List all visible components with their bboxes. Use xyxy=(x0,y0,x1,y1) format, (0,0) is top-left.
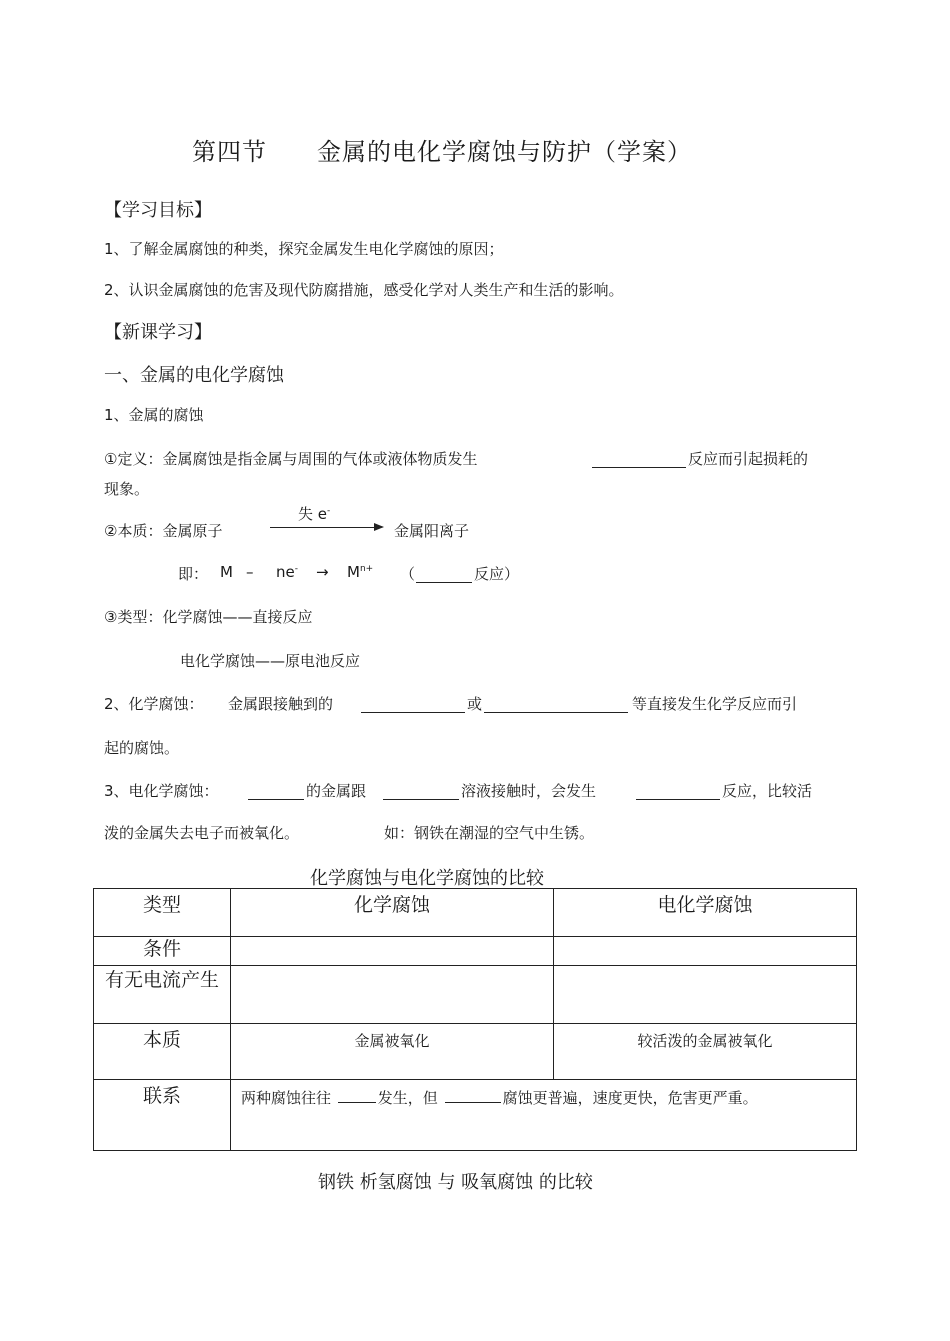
cell-relation xyxy=(231,1080,857,1151)
electro-blank-2 xyxy=(383,783,459,800)
table-row xyxy=(94,937,857,966)
cell-essence-electro: 较活泼的金属被氧化 xyxy=(554,1024,857,1080)
relation-blank-1 xyxy=(338,1086,376,1103)
cell-essence-chemical: 金属被氧化 xyxy=(231,1024,554,1080)
chemical-corrosion-prefix: 2、化学腐蚀： xyxy=(104,695,204,713)
table-row xyxy=(94,1024,857,1080)
electro-blank-1 xyxy=(248,783,304,800)
row-label-current: 有无电流产生 xyxy=(94,966,231,1024)
table-header-type: 类型 xyxy=(94,889,231,937)
electro-blank-3 xyxy=(636,783,720,800)
type-line-1: ③类型：化学腐蚀——直接反应 xyxy=(104,608,313,626)
new-lesson-heading: 【新课学习】 xyxy=(104,322,212,343)
essence-suffix: 金属阳离子 xyxy=(394,522,470,540)
table-row xyxy=(94,889,857,937)
chemical-blank-1 xyxy=(361,696,465,713)
equation-prefix: 即： xyxy=(178,565,209,583)
equation-blank xyxy=(416,566,472,583)
relation-part-3: 腐蚀更普遍，速度更快，危害更严重。 xyxy=(502,1089,758,1107)
cell-condition-chemical xyxy=(231,937,554,966)
table-title: 化学腐蚀与电化学腐蚀的比较 xyxy=(310,868,544,889)
chemical-blank-2 xyxy=(484,696,628,713)
definition-suffix: 反应而引起损耗的 xyxy=(688,450,809,468)
electro-corrosion-mid1: 的金属跟 xyxy=(306,782,367,800)
row-label-relation: 联系 xyxy=(94,1080,231,1151)
bottom-title: 钢铁 析氢腐蚀 与 吸氧腐蚀 的比较 xyxy=(318,1172,593,1193)
electro-corrosion-prefix: 3、电化学腐蚀： xyxy=(104,782,219,800)
cell-condition-electro xyxy=(554,937,857,966)
relation-part-1: 两种腐蚀往往 xyxy=(241,1089,332,1107)
equation-mn-sup: n+ xyxy=(359,564,374,574)
row-label-essence: 本质 xyxy=(94,1024,231,1080)
arrow-label xyxy=(298,503,330,524)
equation-ne-text: ne xyxy=(276,563,295,581)
table-header-chemical: 化学腐蚀 xyxy=(231,889,554,937)
comparison-table xyxy=(93,888,857,1151)
definition-prefix: ①定义：金属腐蚀是指金属与周围的气体或液体物质发生 xyxy=(104,450,478,468)
section1-heading: 一、金属的电化学腐蚀 xyxy=(104,365,284,386)
equation-paren-open: （ xyxy=(400,565,416,583)
relation-blank-2 xyxy=(445,1086,501,1103)
relation-part-2: 发生，但 xyxy=(377,1089,438,1107)
objectives-heading: 【学习目标】 xyxy=(104,200,212,221)
electro-corrosion-suffix: 反应，比较活 xyxy=(722,782,813,800)
chemical-or: 或 xyxy=(467,695,483,713)
table-row xyxy=(94,966,857,1024)
chemical-corrosion-line2: 起的腐蚀。 xyxy=(104,739,180,757)
definition-line2: 现象。 xyxy=(104,480,150,498)
equation-paren-close: 反应） xyxy=(474,565,520,583)
equation-ne-sup: - xyxy=(294,564,298,574)
equation-m: M xyxy=(220,563,233,581)
chemical-corrosion-suffix: 等直接发生化学反应而引 xyxy=(632,695,798,713)
table-header-electrochemical: 电化学腐蚀 xyxy=(554,889,857,937)
electro-corrosion-mid2: 溶液接触时，会发生 xyxy=(461,782,597,800)
subheading-metal-corrosion: 1、金属的腐蚀 xyxy=(104,406,204,424)
equation-mn xyxy=(347,563,373,581)
chemical-corrosion-mid: 金属跟接触到的 xyxy=(228,695,334,713)
arrow-label-text: 失 e xyxy=(298,505,327,523)
table-row xyxy=(94,1080,857,1151)
reaction-arrow-line xyxy=(270,527,376,528)
equation-mn-text: M xyxy=(347,563,360,581)
electro-corrosion-line2: 泼的金属失去电子而被氧化。 xyxy=(104,824,300,842)
page-title: 第四节 金属的电化学腐蚀与防护（学案） xyxy=(192,138,692,166)
arrow-right-icon xyxy=(374,523,384,531)
equation-minus: – xyxy=(246,563,254,581)
equation-arrow: → xyxy=(316,563,329,581)
objective-1: 1、了解金属腐蚀的种类，探究金属发生电化学腐蚀的原因； xyxy=(104,240,504,258)
electro-corrosion-example: 如：钢铁在潮湿的空气中生锈。 xyxy=(384,824,595,842)
arrow-label-sup: - xyxy=(327,506,331,516)
cell-current-electro xyxy=(554,966,857,1024)
equation-ne xyxy=(276,563,298,581)
definition-blank xyxy=(592,451,686,468)
cell-current-chemical xyxy=(231,966,554,1024)
essence-prefix: ②本质：金属原子 xyxy=(104,522,223,540)
type-line-2: 电化学腐蚀——原电池反应 xyxy=(180,652,361,670)
definition-line xyxy=(104,448,477,469)
objective-2: 2、认识金属腐蚀的危害及现代防腐措施，感受化学对人类生产和生活的影响。 xyxy=(104,281,624,299)
row-label-condition: 条件 xyxy=(94,937,231,966)
